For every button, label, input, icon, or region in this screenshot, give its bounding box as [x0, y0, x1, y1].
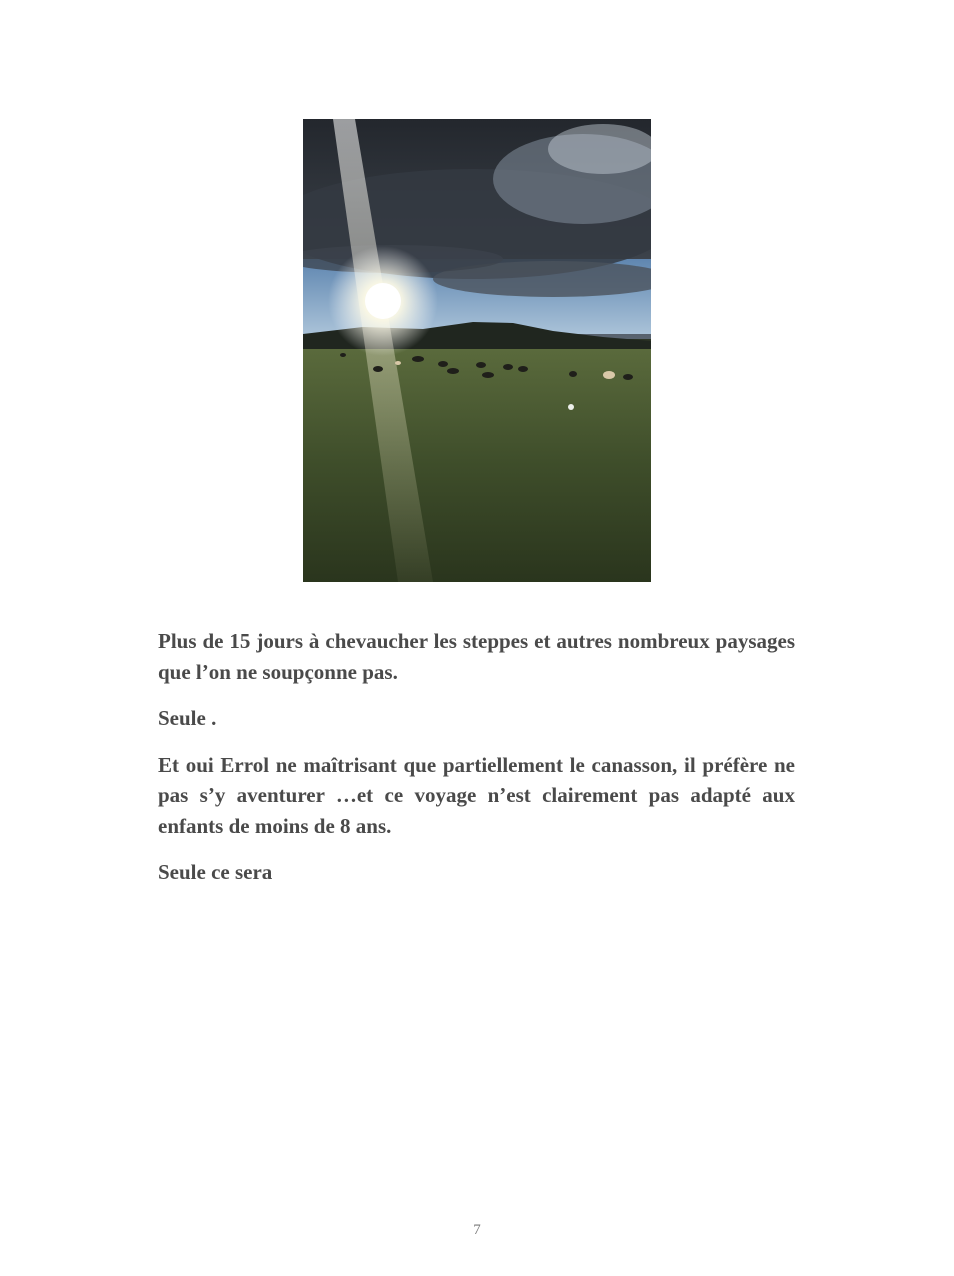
paragraph-3: Et oui Errol ne maîtrisant que partiellement le canasson, il préfère ne pas s’y aventurer …et ce voyage n’est clairement pas adapté aux enfants de moins de 8 ans. [158, 752, 795, 838]
steppe-photo [303, 119, 651, 582]
paragraph-1: Plus de 15 jours à chevaucher les steppes et autres nombreux paysages que l’on ne soupçonne pas. [158, 629, 795, 684]
paragraph-2: Seule . [158, 706, 217, 730]
page-number: 7 [473, 1222, 481, 1238]
paragraph-4: Seule ce sera [158, 860, 273, 884]
body-text [158, 626, 795, 904]
